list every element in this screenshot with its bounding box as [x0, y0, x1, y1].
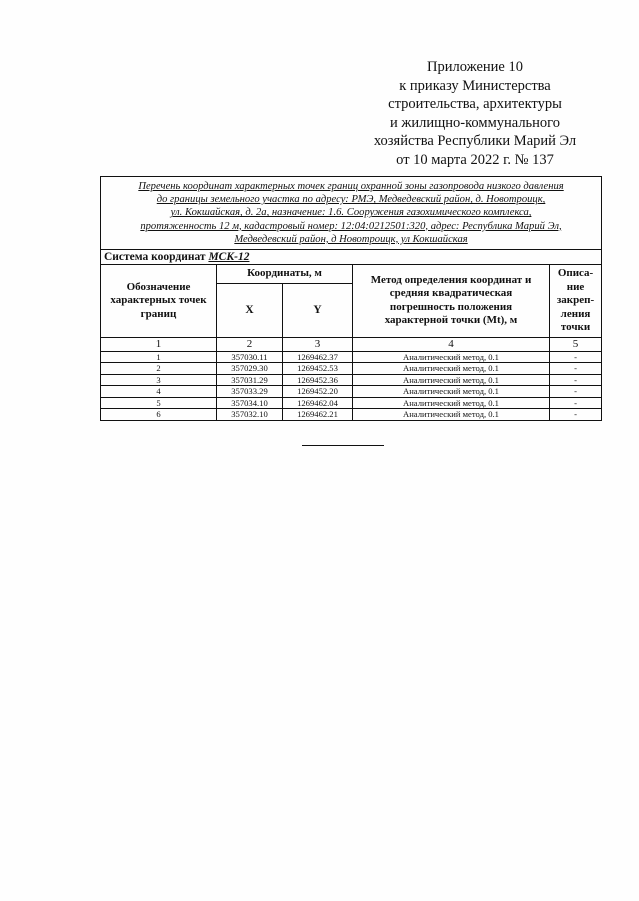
cell-description: -	[550, 374, 602, 386]
cell-y: 1269452.36	[283, 374, 353, 386]
cell-method: Аналитический метод, 0.1	[353, 397, 550, 409]
caption-line: до границы земельного участка по адресу: РМЭ, Медведевский район, д. Новотроицк,	[156, 194, 546, 206]
column-number: 1	[101, 337, 217, 351]
cell-method: Аналитический метод, 0.1	[353, 351, 550, 363]
caption-line: ул. Кокшайская, д. 2а, назначение: 1.6. Сооружения газохимического комплекса,	[170, 207, 532, 219]
cell-y: 1269462.04	[283, 397, 353, 409]
appendix-line: Приложение 10	[427, 59, 523, 75]
coordinate-system-value: МСК-12	[208, 251, 250, 264]
table-row	[101, 374, 602, 386]
cell-method: Аналитический метод, 0.1	[353, 409, 550, 421]
header-y: Y	[283, 284, 353, 337]
cell-x: 357030.11	[217, 351, 283, 363]
header-x: X	[217, 284, 283, 337]
cell-point: 5	[101, 397, 217, 409]
table-row	[101, 363, 602, 375]
cell-x: 357033.29	[217, 386, 283, 398]
cell-y: 1269452.53	[283, 363, 353, 375]
cell-point: 1	[101, 351, 217, 363]
coordinate-system-label: Система координат	[104, 251, 206, 264]
cell-y: 1269462.37	[283, 351, 353, 363]
cell-description: -	[550, 363, 602, 375]
cell-point: 3	[101, 374, 217, 386]
table-row	[101, 351, 602, 363]
appendix-line: к приказу Министерства	[399, 77, 551, 94]
cell-method: Аналитический метод, 0.1	[353, 374, 550, 386]
coordinates-table	[100, 176, 602, 421]
cell-description: -	[550, 386, 602, 398]
cell-point: 6	[101, 409, 217, 421]
table-caption	[101, 177, 602, 250]
table-row	[101, 409, 602, 421]
column-number: 2	[217, 337, 283, 351]
caption-line: Перечень координат характерных точек границ охранной зоны газопровода низкого давления	[138, 181, 564, 192]
cell-x: 357031.29	[217, 374, 283, 386]
table-row	[101, 397, 602, 409]
cell-description: -	[550, 397, 602, 409]
end-divider	[302, 445, 384, 446]
column-number: 3	[283, 337, 353, 351]
coordinate-system	[101, 250, 602, 265]
caption-line: Медведевский район, д Новотроицк, ул Кокшайская	[234, 233, 468, 245]
cell-description: -	[550, 409, 602, 421]
caption-line: протяженность 12 м, кадастровый номер: 12:04:0212501:320, адрес: Республика Марий Эл,	[140, 220, 562, 232]
appendix-header	[360, 58, 590, 169]
table-row	[101, 386, 602, 398]
cell-method: Аналитический метод, 0.1	[353, 363, 550, 375]
appendix-line: строительства, архитектуры	[388, 96, 562, 112]
appendix-line: и жилищно-коммунального	[389, 114, 561, 131]
cell-description: -	[550, 351, 602, 363]
appendix-line: хозяйства Республики Марий Эл	[373, 133, 577, 149]
cell-x: 357029.30	[217, 363, 283, 375]
header-coordinates: Координаты, м	[217, 265, 353, 284]
column-number: 4	[353, 337, 550, 351]
header-point: Обозначение характерных точек границ	[101, 265, 217, 338]
header-description: Описа-ние закреп-ления точки	[550, 265, 602, 338]
cell-y: 1269462.21	[283, 409, 353, 421]
cell-y: 1269452.20	[283, 386, 353, 398]
column-number: 5	[550, 337, 602, 351]
cell-x: 357034.10	[217, 397, 283, 409]
cell-point: 2	[101, 363, 217, 375]
cell-point: 4	[101, 386, 217, 398]
header-method: Метод определения координат и средняя квадратическая погрешность положения характерной точки (Mt), м	[353, 265, 550, 338]
cell-x: 357032.10	[217, 409, 283, 421]
column-numbers-row	[101, 337, 602, 351]
cell-method: Аналитический метод, 0.1	[353, 386, 550, 398]
appendix-line: от 10 марта 2022 г. № 137	[396, 151, 554, 168]
